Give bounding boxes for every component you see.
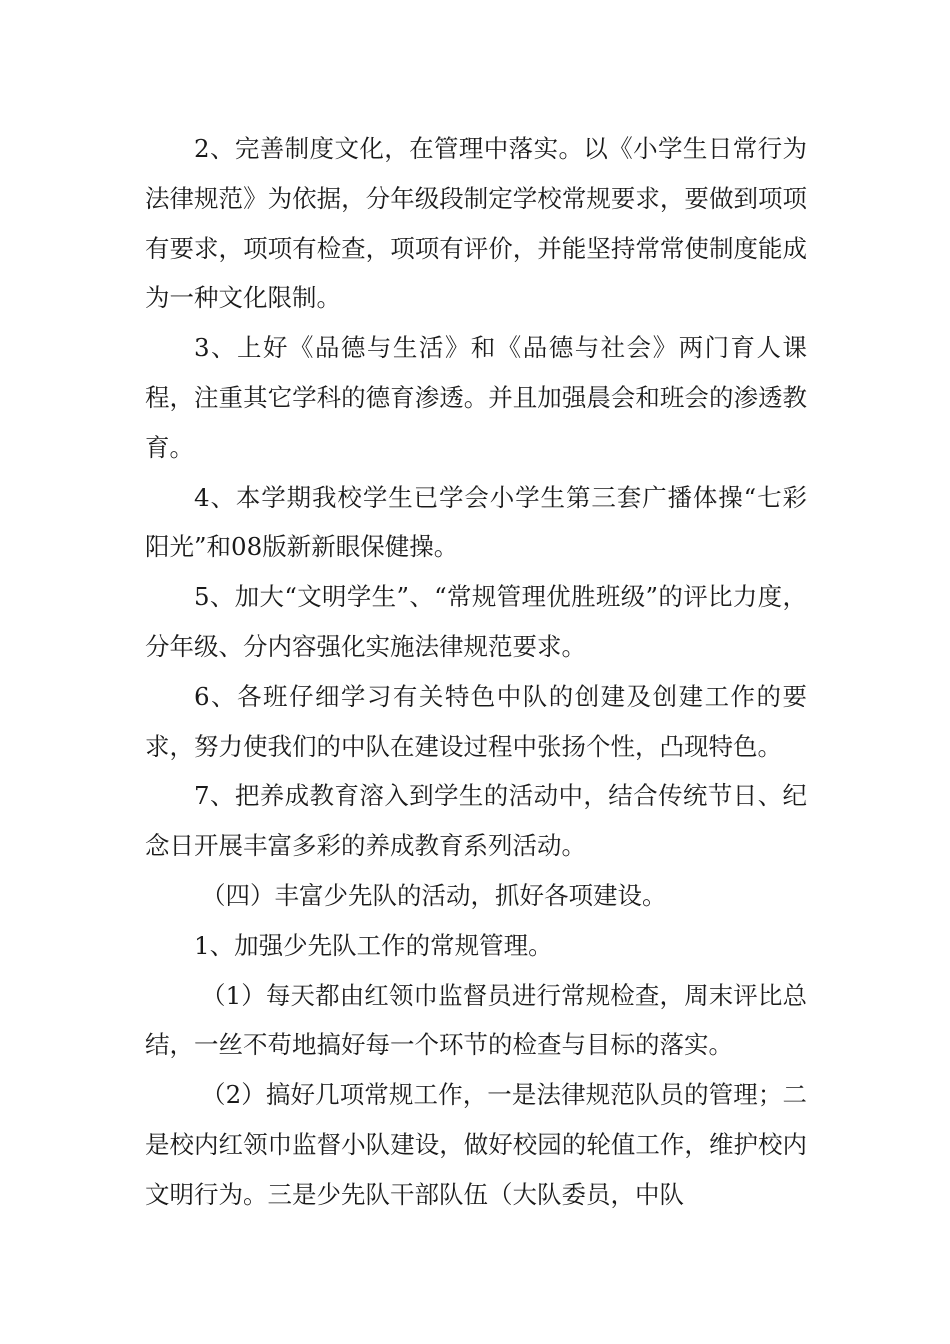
paragraph-item-5: 5、加大“文明学生”、“常规管理优胜班级”的评比力度，分年级、分内容强化实施法律规范要求。 [145, 582, 807, 661]
subitem-1: （1）每天都由红领巾监督员进行常规检查，周末评比总结，一丝不苟地搞好每一个环节的检查与目标的落实。 [145, 980, 807, 1060]
paragraph-item-3: 3、上好《品德与生活》和《品德与社会》两门育人课程，注重其它学科的德育渗透。并且加强晨会和班会的渗透教育。 [145, 333, 807, 462]
section-heading-4: （四）丰富少先队的活动，抓好各项建设。 [201, 880, 667, 910]
paragraph-item-2: 2、完善制度文化，在管理中落实。以《小学生日常行为法律规范》为依据，分年级段制定学校常规要求，要做到项项有要求，项项有检查，项项有评价，并能坚持常常使制度能成为一种文化限制。 [145, 134, 807, 313]
paragraph-item-6: 6、各班仔细学习有关特色中队的创建及创建工作的要求，努力使我们的中队在建设过程中张扬个性，凸现特色。 [145, 681, 807, 761]
paragraph-item-4: 4、本学期我校学生已学会小学生第三套广播体操“七彩阳光”和08版新新眼保健操。 [145, 482, 807, 562]
paragraph-item-1: 1、加强少先队工作的常规管理。 [194, 930, 553, 960]
paragraph-item-7: 7、把养成教育溶入到学生的活动中，结合传统节日、纪念日开展丰富多彩的养成教育系列活动。 [145, 781, 807, 861]
subitem-2: （2）搞好几项常规工作，一是法律规范队员的管理；二是校内红领巾监督小队建设，做好校园的轮值工作，维护校内文明行为。三是少先队干部队伍（大队委员，中队 [145, 1080, 807, 1209]
document-body [145, 124, 807, 1220]
